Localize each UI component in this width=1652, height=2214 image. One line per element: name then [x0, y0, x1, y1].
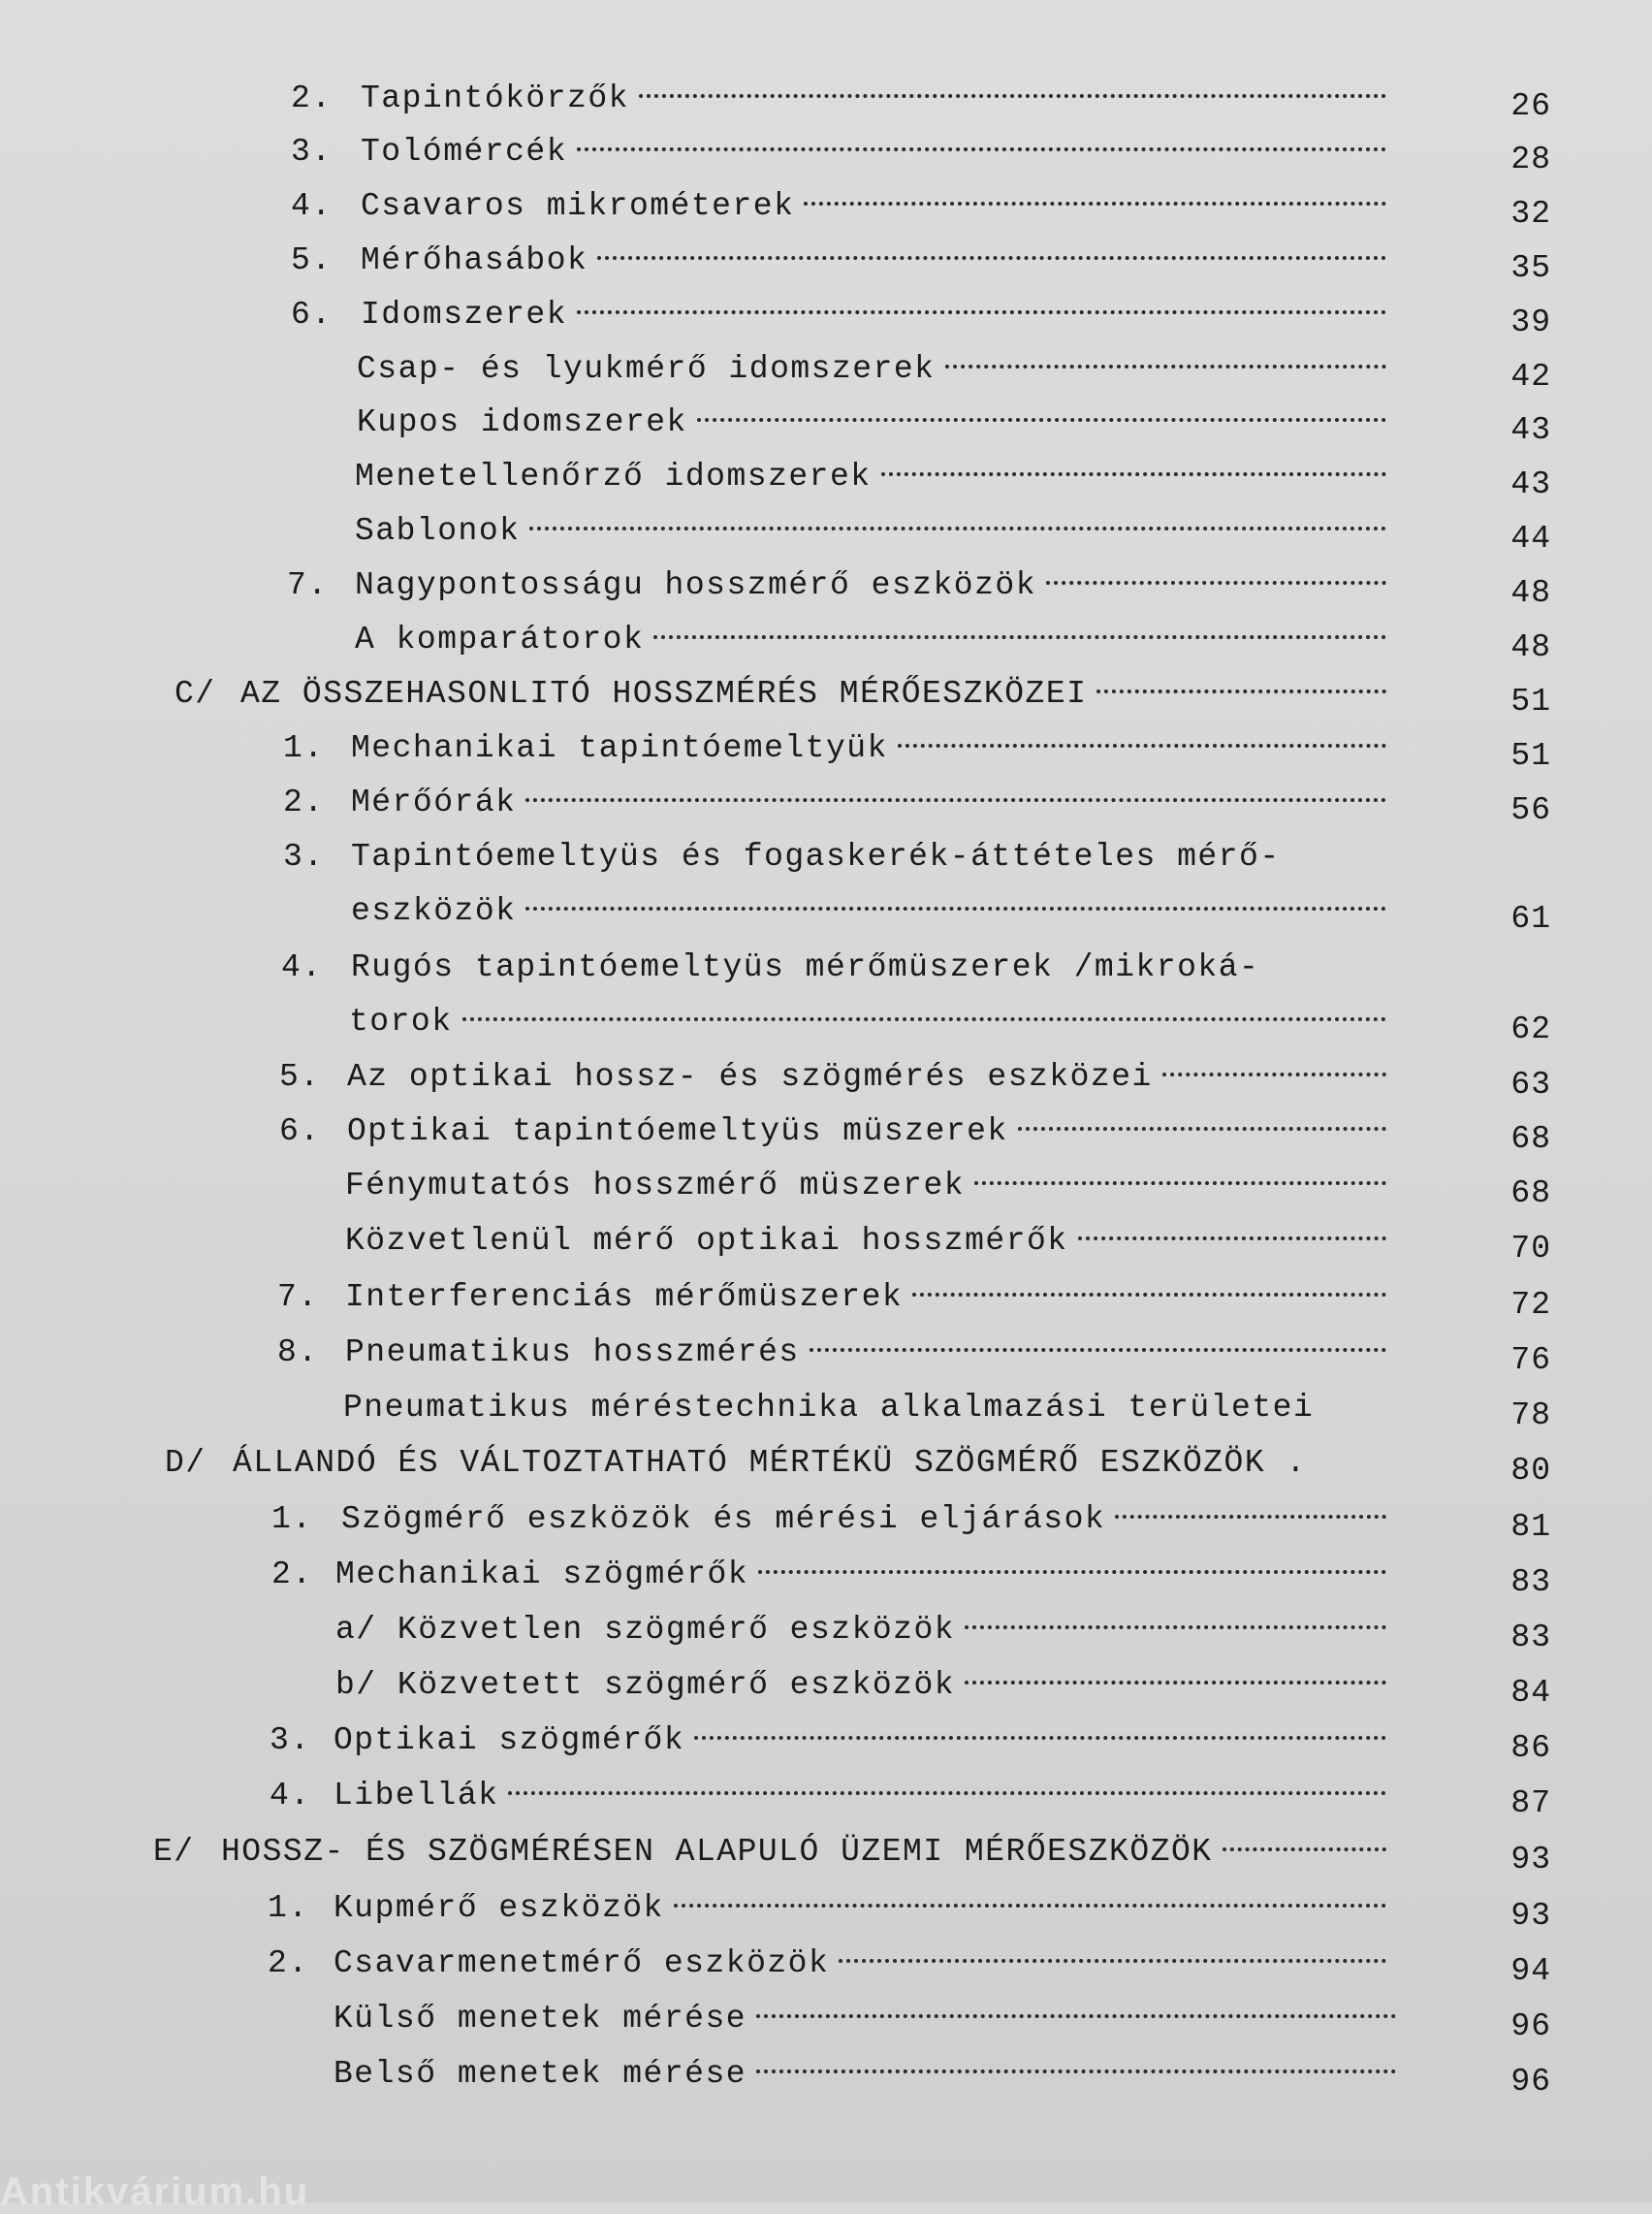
toc-entry-number: 5.: [279, 1059, 321, 1095]
toc-entry-title: Tolómércék: [361, 134, 568, 170]
toc-entry-title: Idomszerek: [361, 297, 568, 333]
toc-entry-page-number: 39: [1510, 305, 1551, 340]
toc-entry-title: AZ ÖSSZEHASONLITÓ HOSSZMÉRÉS MÉRŐESZKÖZEI: [240, 676, 1088, 712]
toc-entry-number: 3.: [270, 1722, 311, 1758]
toc-entry: [355, 508, 1386, 555]
toc-entry: [279, 1108, 1386, 1155]
toc-entry-title: Libellák: [334, 1778, 499, 1813]
toc-entry-page-number: 76: [1510, 1342, 1551, 1378]
toc-entry-number: 3.: [291, 134, 333, 170]
toc-entry-title: Nagypontosságu hosszmérő eszközök: [355, 567, 1037, 603]
toc-entry: [343, 1385, 1396, 1431]
toc-entry-page-number: 96: [1510, 2064, 1551, 2100]
toc-entry: [283, 725, 1386, 772]
dot-leader: [1223, 1847, 1386, 1851]
toc-entry: [270, 1717, 1386, 1764]
toc-entry-title: Mérőórák: [351, 785, 517, 820]
toc-entry-page-number: 70: [1510, 1231, 1551, 1267]
toc-entry-page-number: 61: [1510, 901, 1551, 937]
dot-leader: [1046, 581, 1386, 585]
toc-entry: [277, 1274, 1386, 1321]
toc-entry: [277, 1330, 1386, 1376]
toc-entry-title: ÁLLANDÓ ÉS VÁLTOZTATHATÓ MÉRTÉKÜ SZÖGMÉRŐ ESZKÖZÖK .: [233, 1445, 1307, 1481]
dot-leader: [756, 2070, 1396, 2073]
toc-entry-page-number: 83: [1510, 1564, 1551, 1600]
toc-entry: [283, 780, 1386, 826]
toc-entry-number: D/: [165, 1445, 206, 1481]
toc-entry-number: 4.: [291, 188, 333, 224]
toc-entry-page-number: 68: [1510, 1121, 1551, 1157]
toc-entry-title: a/ Közvetlen szögmérő eszközök: [335, 1612, 956, 1648]
toc-entry-title: b/ Közvetett szögmérő eszközök: [335, 1667, 956, 1703]
toc-entry-page-number: 96: [1510, 2008, 1551, 2044]
dot-leader: [529, 527, 1386, 530]
toc-entry-number: 2.: [271, 1556, 313, 1592]
toc-entry: [334, 2051, 1396, 2098]
toc-entry-number: C/: [175, 676, 216, 712]
toc-entry-title: Tapintóemeltyüs és fogaskerék-áttételes mérő-: [351, 839, 1281, 875]
toc-entry-title: HOSSZ- ÉS SZÖGMÉRÉSEN ALAPULÓ ÜZEMI MÉRŐESZKÖZÖK: [221, 1834, 1213, 1870]
toc-entry: [345, 1218, 1386, 1265]
toc-entry-title: A komparátorok: [355, 622, 645, 658]
dot-leader: [639, 94, 1386, 98]
toc-entry-number: 1.: [283, 730, 325, 766]
toc-entry-number: E/: [153, 1834, 195, 1870]
toc-entry-title: torok: [349, 1004, 453, 1040]
toc-entry-number: 1.: [271, 1501, 313, 1537]
dot-leader: [881, 472, 1386, 476]
dot-leader: [697, 418, 1386, 422]
toc-entry-title: Mechanikai szögmérők: [335, 1556, 749, 1592]
toc-entry-page-number: 83: [1510, 1620, 1551, 1655]
toc-entry-title: Mérőhasábok: [361, 242, 588, 278]
dot-leader: [525, 907, 1386, 911]
watermark: Antikvárium.hu: [0, 2170, 310, 2213]
toc-entry: [268, 1941, 1386, 1987]
toc-entry: [335, 1662, 1386, 1709]
toc-entry-title: Menetellenőrző idomszerek: [355, 459, 872, 495]
toc-entry-title: Interferenciás mérőmüszerek: [345, 1279, 904, 1315]
toc-entry-page-number: 44: [1510, 521, 1551, 557]
toc-entry-page-number: 48: [1510, 575, 1551, 611]
dot-leader: [694, 1736, 1386, 1740]
toc-entry: [175, 671, 1386, 718]
toc-entry: [153, 1829, 1386, 1876]
dot-leader: [525, 798, 1386, 802]
dot-leader: [965, 1625, 1386, 1629]
toc-entry: [357, 400, 1386, 446]
toc-entry-page-number: 32: [1510, 196, 1551, 232]
dot-leader: [965, 1681, 1386, 1685]
toc-entry-number: 7.: [277, 1279, 319, 1315]
toc-entry: [291, 183, 1386, 230]
dot-leader: [810, 1348, 1386, 1352]
toc-entry-page-number: 93: [1510, 1898, 1551, 1934]
toc-entry-title: Belső menetek mérése: [334, 2056, 747, 2092]
toc-entry: [351, 888, 1386, 935]
toc-entry: [287, 562, 1386, 609]
toc-entry-number: 2.: [268, 1945, 309, 1981]
dot-leader: [597, 256, 1386, 260]
toc-entry-number: 5.: [291, 242, 333, 278]
toc-entry-page-number: 93: [1510, 1842, 1551, 1877]
toc-entry-title: Pneumatikus hosszmérés: [345, 1334, 800, 1370]
toc-entry: [357, 346, 1386, 393]
dot-leader: [577, 310, 1386, 314]
toc-entry: [271, 1552, 1386, 1598]
toc-entry-page-number: 68: [1510, 1175, 1551, 1211]
dot-leader: [674, 1904, 1386, 1908]
dot-leader: [945, 365, 1387, 369]
dot-leader: [898, 744, 1386, 748]
toc-entry: [355, 454, 1386, 500]
toc-entry-page-number: 86: [1510, 1730, 1551, 1766]
toc-entry-page-number: 51: [1510, 684, 1551, 720]
toc-entry-number: 8.: [277, 1334, 319, 1370]
dot-leader: [1096, 690, 1386, 693]
toc-entry-number: 6.: [291, 297, 333, 333]
toc-entry-title: Szögmérő eszközök és mérési eljárások: [341, 1501, 1106, 1537]
toc-entry-number: 2.: [283, 785, 325, 820]
toc-entry-number: 7.: [287, 567, 329, 603]
toc-entry-number: 2.: [291, 80, 333, 116]
toc-entry: [291, 129, 1386, 176]
toc-entry: [281, 945, 1386, 991]
dot-leader: [974, 1181, 1386, 1185]
toc-entry-page-number: 56: [1510, 792, 1551, 828]
toc-entry: [291, 238, 1386, 284]
toc-entry-title: Fénymutatós hosszmérő müszerek: [345, 1168, 966, 1203]
toc-entry-page-number: 51: [1510, 738, 1551, 774]
dot-leader: [1115, 1515, 1386, 1519]
dot-leader: [758, 1570, 1386, 1574]
toc-entry-title: eszközök: [351, 893, 517, 929]
toc-entry-title: Csavarmenetmérő eszközök: [334, 1945, 830, 1981]
toc-entry-page-number: 87: [1510, 1785, 1551, 1821]
toc-entry-title: Rugós tapintóemeltyüs mérőmüszerek /mikroká-: [351, 949, 1260, 985]
toc-entry-title: Optikai szögmérők: [334, 1722, 685, 1758]
toc-entry: [291, 76, 1386, 122]
dot-leader: [577, 147, 1386, 151]
toc-entry: [355, 617, 1386, 663]
dot-leader: [462, 1017, 1386, 1021]
dot-leader: [508, 1791, 1386, 1795]
toc-entry-page-number: 78: [1510, 1397, 1551, 1433]
toc-entry: [345, 1163, 1386, 1209]
toc-entry-title: Sablonok: [355, 513, 521, 549]
toc-entry: [165, 1440, 1396, 1487]
toc-entry: [334, 1996, 1396, 2042]
toc-entry-title: Külső menetek mérése: [334, 2001, 747, 2037]
toc-entry-page-number: 26: [1510, 88, 1551, 124]
toc-entry: [270, 1773, 1386, 1819]
toc-entry-page-number: 84: [1510, 1675, 1551, 1711]
toc-entry-title: Csavaros mikrométerek: [361, 188, 795, 224]
toc-entry-page-number: 80: [1510, 1453, 1551, 1489]
toc-entry: [271, 1496, 1386, 1543]
toc-entry-title: Közvetlenül mérő optikai hosszmérők: [345, 1223, 1068, 1259]
toc-entry-page-number: 42: [1510, 359, 1551, 395]
toc-entry-title: Mechanikai tapintóemeltyük: [351, 730, 888, 766]
dot-leader: [839, 1959, 1386, 1963]
toc-entry-page-number: 48: [1510, 629, 1551, 665]
dot-leader: [804, 202, 1386, 206]
toc-entry-page-number: 28: [1510, 142, 1551, 177]
dot-leader: [1078, 1236, 1386, 1240]
toc-entry-page-number: 94: [1510, 1953, 1551, 1989]
toc-entry-number: 3.: [283, 839, 325, 875]
toc-entry: [268, 1885, 1386, 1932]
dot-leader: [653, 635, 1386, 639]
toc-entry-title: Csap- és lyukmérő idomszerek: [357, 351, 936, 387]
toc-entry-title: Az optikai hossz- és szögmérés eszközei: [347, 1059, 1153, 1095]
toc-entry-page-number: 81: [1510, 1509, 1551, 1545]
toc-entry-title: Tapintókörzők: [361, 80, 629, 116]
toc-entry-number: 4.: [281, 949, 323, 985]
dot-leader: [1018, 1127, 1386, 1131]
dot-leader: [912, 1293, 1386, 1297]
toc-entry-title: Kupmérő eszközök: [334, 1890, 664, 1926]
dot-leader: [1162, 1073, 1386, 1076]
toc-entry-title: Kupos idomszerek: [357, 404, 687, 440]
dot-leader: [756, 2014, 1396, 2018]
toc-entry-page-number: 72: [1510, 1287, 1551, 1323]
toc-entry-page-number: 43: [1510, 412, 1551, 448]
toc-entry: [335, 1607, 1386, 1653]
toc-entry-title: Pneumatikus méréstechnika alkalmazási területei: [343, 1390, 1315, 1426]
toc-entry-page-number: 43: [1510, 466, 1551, 502]
toc-entry-title: Optikai tapintóemeltyüs müszerek: [347, 1113, 1008, 1149]
toc-entry-number: 4.: [270, 1778, 311, 1813]
toc-entry-page-number: 63: [1510, 1067, 1551, 1103]
toc-entry-page-number: 62: [1510, 1011, 1551, 1047]
toc-entry: [283, 834, 1386, 881]
toc-entry-number: 1.: [268, 1890, 309, 1926]
toc-entry: [279, 1054, 1386, 1101]
toc-entry: [349, 999, 1386, 1045]
toc-entry-page-number: 35: [1510, 250, 1551, 286]
toc-entry: [291, 292, 1386, 338]
toc-entry-number: 6.: [279, 1113, 321, 1149]
